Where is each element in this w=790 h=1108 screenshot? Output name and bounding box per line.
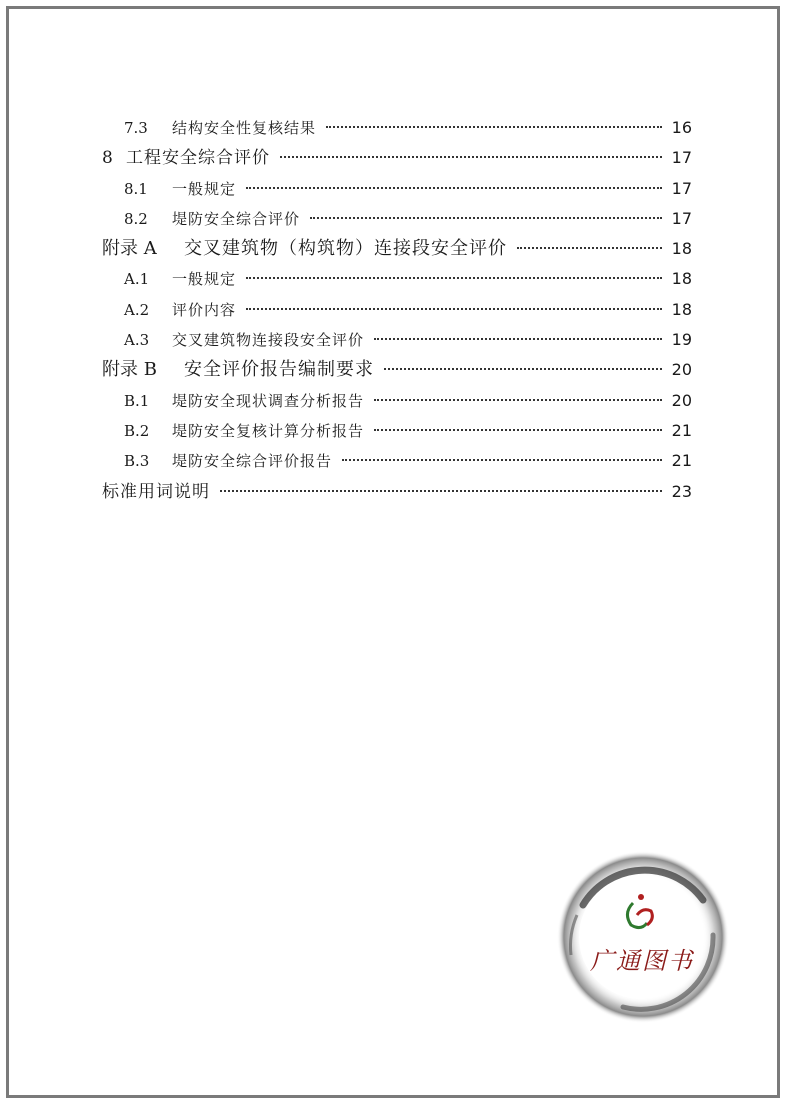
toc-dot-leader: [326, 126, 662, 128]
toc-dot-leader: [310, 217, 662, 219]
toc-page-number: 23: [671, 481, 692, 501]
toc-entry-title: 一般规定: [172, 179, 237, 198]
toc-dot-leader: [517, 247, 662, 249]
toc-entry-title: 交叉建筑物连接段安全评价: [172, 331, 365, 350]
toc-page-number: 21: [671, 420, 692, 440]
toc-entry-number: 8.2: [124, 209, 148, 228]
toc-dot-leader: [374, 338, 662, 340]
toc-entry-number: 附录 B: [102, 359, 157, 381]
toc-entry-number: 附录 A: [102, 238, 157, 260]
toc-entry[interactable]: [102, 355, 692, 385]
toc-dot-leader: [384, 368, 662, 370]
toc-page-number: 17: [671, 148, 692, 168]
toc-entry-title: 工程安全综合评价: [126, 148, 270, 169]
toc-dot-leader: [246, 187, 662, 189]
toc-entry-number: B.1: [124, 391, 150, 410]
toc-entry[interactable]: [102, 325, 692, 355]
toc-entry[interactable]: [102, 234, 692, 264]
toc-entry-number: A.3: [124, 331, 150, 350]
toc-dot-leader: [280, 156, 662, 158]
toc-dot-leader: [374, 399, 662, 401]
table-of-contents: [102, 113, 692, 507]
toc-page-number: 20: [671, 360, 692, 380]
toc-entry[interactable]: [102, 416, 692, 446]
toc-page-number: 17: [671, 178, 692, 198]
toc-entry[interactable]: [102, 477, 692, 507]
toc-entry-title: 堤防安全复核计算分析报告: [172, 421, 365, 440]
toc-entry[interactable]: [102, 174, 692, 204]
toc-entry-title: 堤防安全综合评价: [172, 209, 301, 228]
toc-page-number: 18: [671, 299, 692, 319]
seal-text: 广通图书: [590, 947, 694, 975]
toc-dot-leader: [374, 429, 662, 431]
toc-dot-leader: [220, 490, 662, 492]
toc-page-number: 16: [671, 118, 692, 137]
toc-entry-title: 结构安全性复核结果: [172, 119, 317, 137]
toc-entry-title: 评价内容: [172, 300, 237, 319]
toc-dot-leader: [246, 308, 662, 310]
toc-page-number: 18: [671, 239, 692, 259]
toc-entry[interactable]: [102, 204, 692, 234]
toc-entry-number: B.2: [124, 421, 150, 440]
toc-entry-number: 7.3: [124, 119, 148, 137]
toc-entry-number: 8.1: [124, 179, 148, 198]
toc-entry[interactable]: [102, 264, 692, 294]
toc-entry-title: 交叉建筑物（构筑物）连接段安全评价: [184, 238, 507, 260]
toc-entry-number: B.3: [124, 452, 150, 471]
toc-entry-title: 堤防安全现状调查分析报告: [172, 391, 365, 410]
toc-page-number: 21: [671, 451, 692, 471]
toc-entry[interactable]: [102, 446, 692, 476]
toc-page-number: 17: [671, 208, 692, 228]
toc-entry[interactable]: [102, 143, 692, 173]
toc-entry-number: A.2: [124, 300, 150, 319]
toc-entry-number: A.1: [124, 270, 150, 289]
toc-entry-title: 一般规定: [172, 270, 237, 289]
toc-dot-leader: [246, 277, 662, 279]
toc-dot-leader: [342, 459, 662, 461]
toc-page-number: 19: [671, 330, 692, 350]
toc-entry-number: 8: [102, 148, 113, 169]
toc-page-number: 18: [671, 269, 692, 289]
ink-circle-icon: [553, 845, 733, 1025]
toc-entry-title: 安全评价报告编制要求: [184, 359, 374, 381]
toc-page-number: 20: [671, 390, 692, 410]
toc-entry-title: 堤防安全综合评价报告: [172, 452, 333, 471]
publisher-seal: [553, 845, 733, 1025]
toc-entry[interactable]: [102, 113, 692, 143]
toc-entry[interactable]: [102, 295, 692, 325]
toc-entry[interactable]: [102, 386, 692, 416]
toc-entry-title: 标准用词说明: [102, 481, 210, 502]
